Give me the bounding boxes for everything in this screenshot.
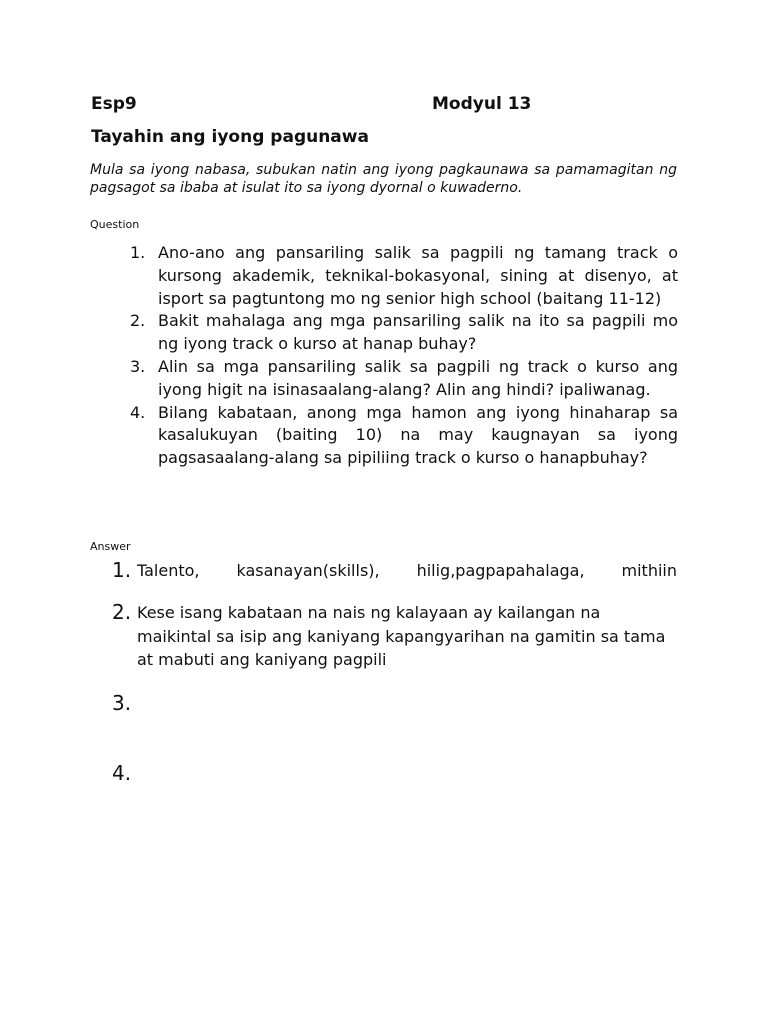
answer-label: Answer	[90, 540, 131, 553]
answer-word: hilig,pagpapahalaga,	[416, 561, 585, 580]
question-text: Bilang kabataan, anong mga hamon ang iyong hinaharap sa kasalukuyan (baiting 10) na may kaugnayan sa iyong pagsasaalang-alang sa pipiliing track o kurso o hanapbuhay?	[158, 402, 678, 468]
answer-number: 4.	[112, 761, 132, 785]
answer-word: kasanayan(skills),	[236, 561, 380, 580]
answer-word: mithiin	[621, 561, 677, 580]
instructions-paragraph: Mula sa iyong nabasa, subukan natin ang iyong pagkaunawa sa pamamagitan ng pagsagot sa ibaba at isulat ito sa iyong dyornal o kuwaderno.	[90, 162, 677, 196]
section-title: Tayahin ang iyong pagunawa	[91, 127, 369, 147]
question-list	[130, 242, 678, 470]
question-number: 2.	[130, 311, 146, 331]
subject-code: Esp9	[91, 94, 137, 114]
answer-text	[137, 559, 677, 583]
question-text: Ano-ano ang pansariling salik sa pagpili ng tamang track o kursong akademik, teknikal-bokasyonal, sining at disenyo, at isport sa pagtuntong mo ng senior high school (baitang 11-12)	[158, 243, 678, 308]
question-item	[130, 310, 678, 356]
answer-number: 3.	[112, 691, 132, 715]
question-item	[130, 242, 678, 310]
question-label: Question	[90, 218, 140, 231]
question-number: 3.	[130, 356, 146, 376]
question-item	[130, 402, 678, 470]
answer-text: Kese isang kabataan na nais ng kalayaan ay kailangan na maikintal sa isip ang kaniyang kapangyarihan na gamitin sa tama at mabuti ang kaniyang pagpili	[137, 603, 666, 669]
question-text: Bakit mahalaga ang mga pansariling salik na ito sa pagpili mo ng iyong track o kurso at hanap buhay?	[158, 311, 678, 354]
module-number: Modyul 13	[432, 94, 532, 114]
answer-word: Talento,	[137, 561, 200, 580]
answer-number: 1.	[112, 558, 132, 582]
question-item	[130, 356, 678, 402]
question-text: Alin sa mga pansariling salik sa pagpili ng track o kurso ang iyong higit na isinasaalang-alang? Alin ang hindi? ipaliwanag.	[158, 356, 678, 399]
question-number: 1.	[130, 243, 146, 262]
answer-number: 2.	[112, 600, 132, 624]
question-number: 4.	[130, 402, 146, 422]
